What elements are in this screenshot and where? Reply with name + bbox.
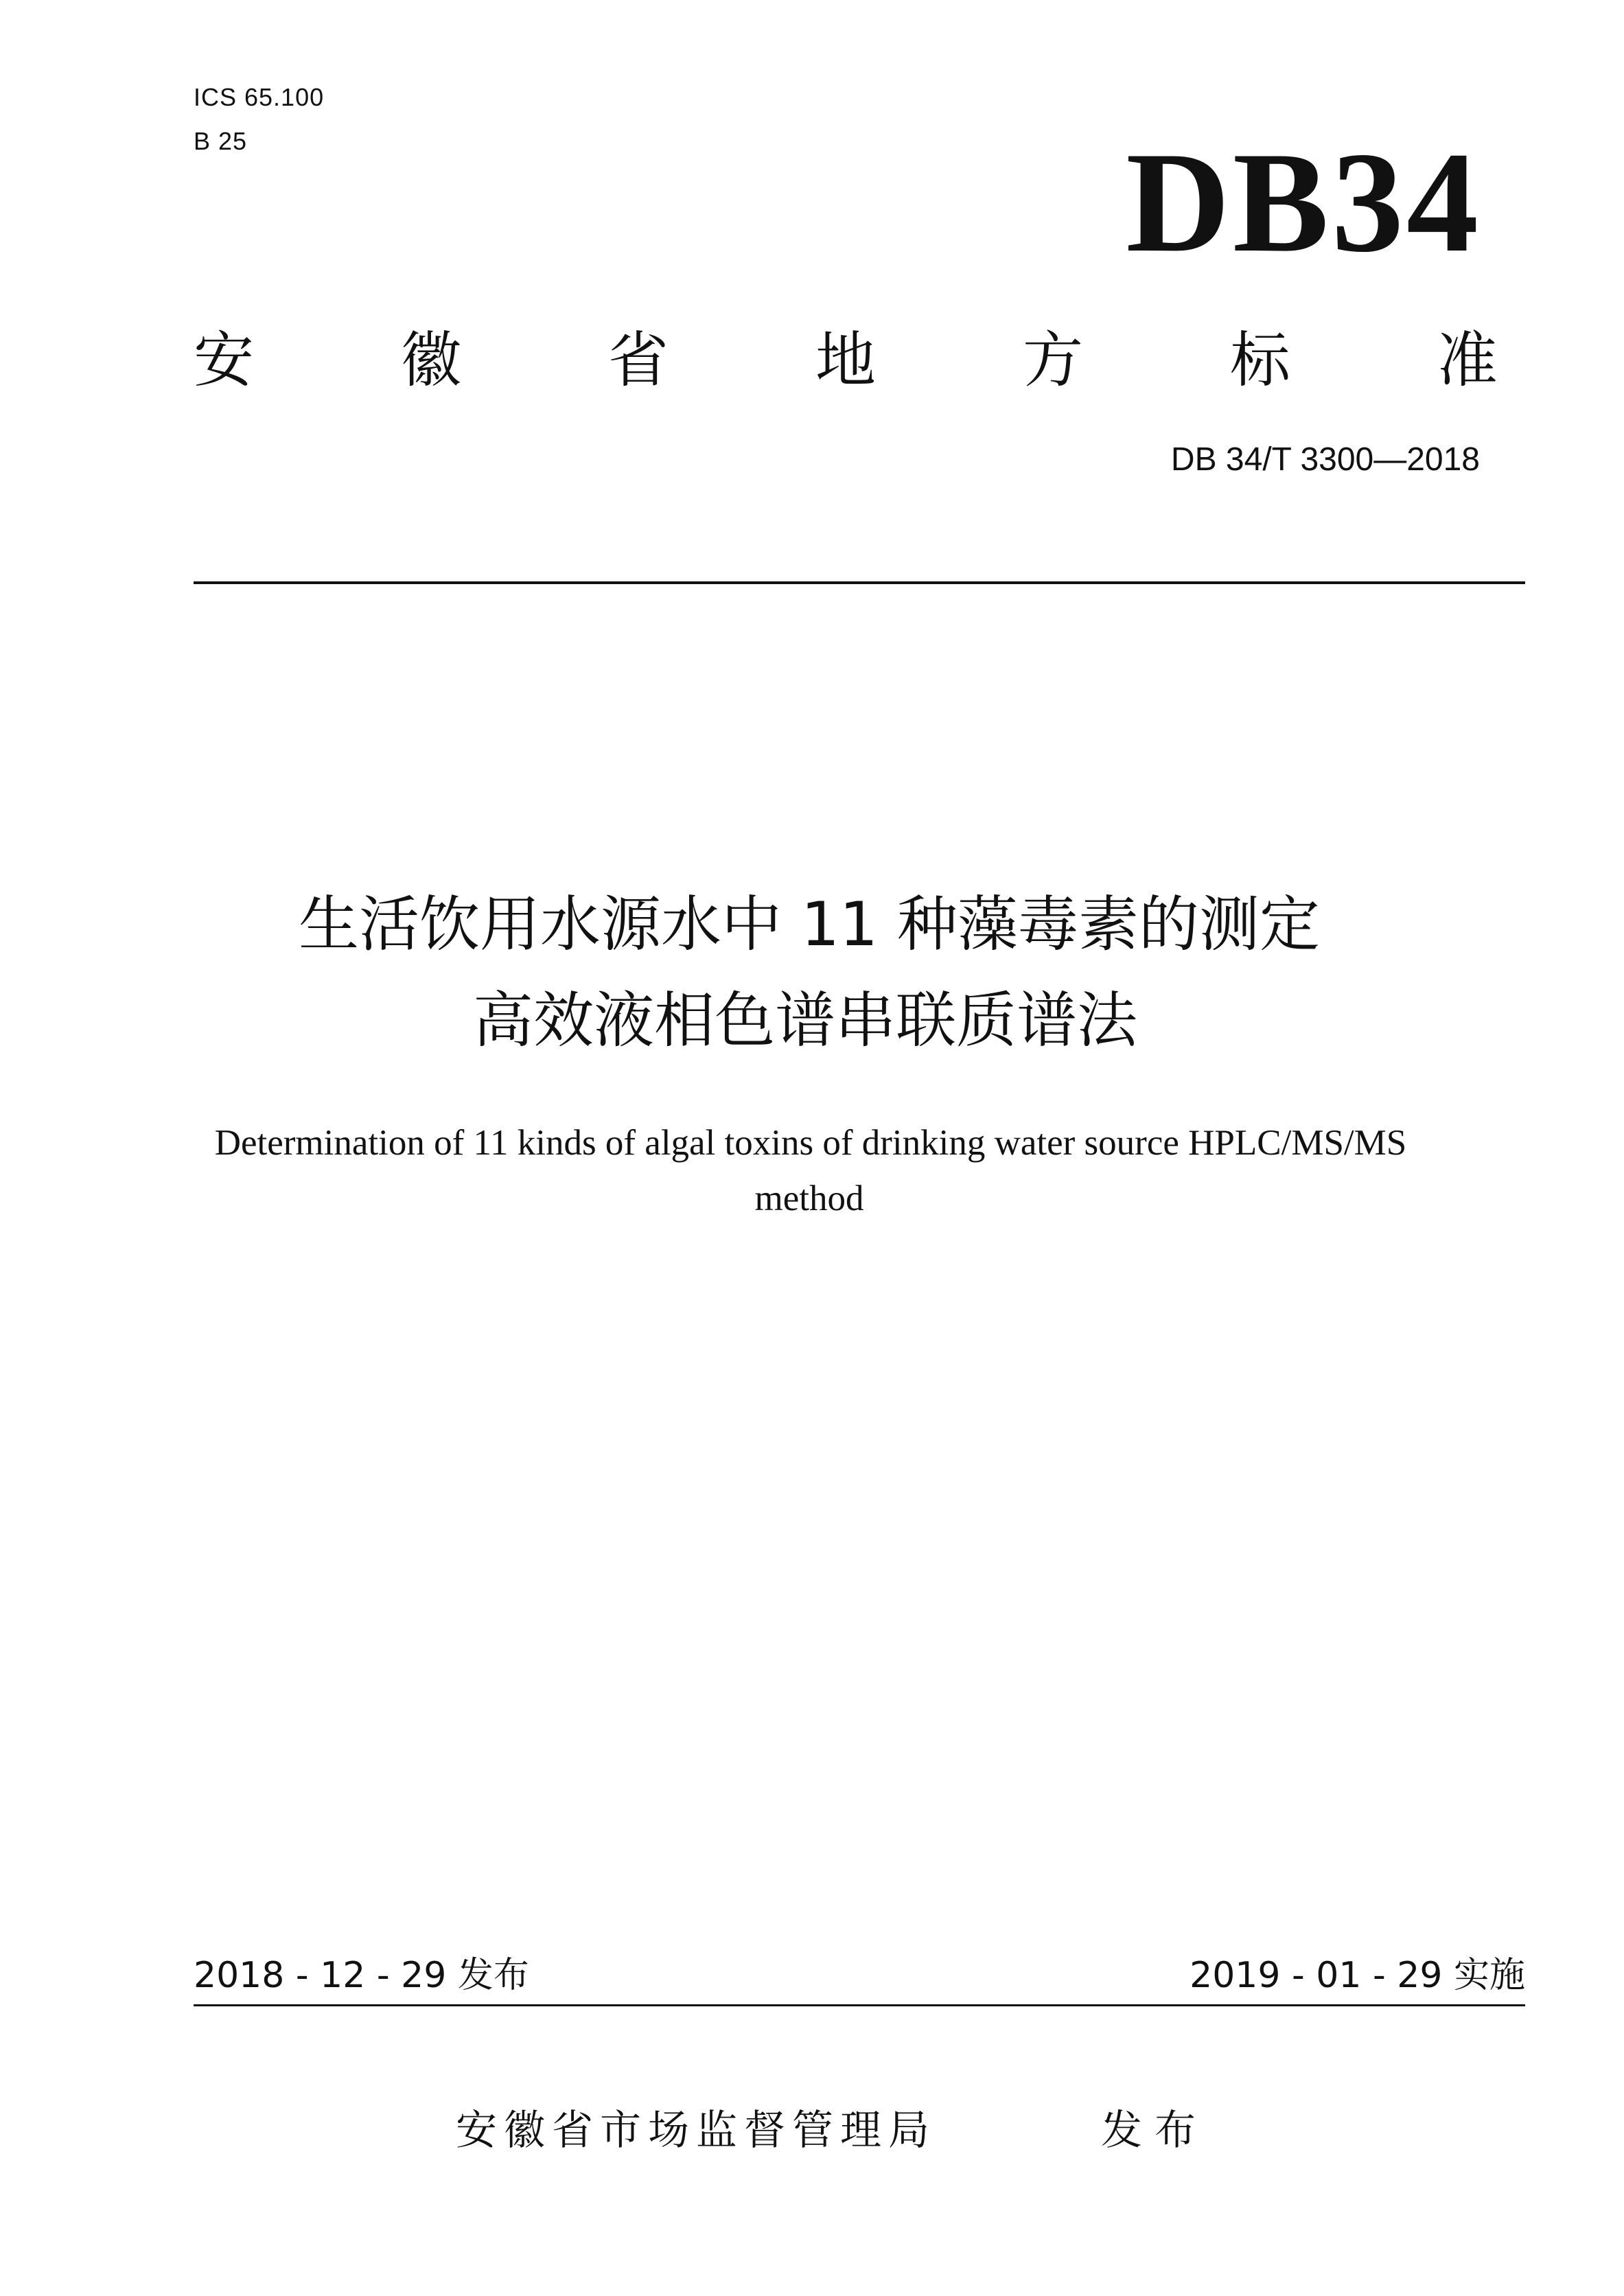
ccs-code: B 25: [194, 127, 248, 155]
publisher-name: 安徽省市场监督管理局: [456, 2107, 936, 2155]
header-divider: [194, 581, 1525, 584]
standard-type-char: 省: [607, 325, 669, 395]
ics-code: ICS 65.100: [194, 83, 325, 111]
footer-divider: [194, 2004, 1525, 2006]
title-english-line-1: Determination of 11 kinds of algal toxins of drinking water source HPLC/MS/MS: [214, 1123, 1407, 1163]
standard-type-char: 标: [1229, 325, 1290, 395]
issue-date: 2018 - 12 - 29 发布: [194, 1955, 529, 1996]
publish-label: 发布: [1101, 2107, 1208, 2155]
standard-type-heading: [194, 323, 1498, 398]
standard-type-char: 方: [1022, 325, 1083, 395]
implementation-date: 2019 - 01 - 29 实施: [1190, 1955, 1525, 1996]
standard-type-char: 安: [194, 325, 255, 395]
title-english-line-2: method: [754, 1179, 864, 1218]
title-chinese-line-1: 生活饮用水源水中 11 种藻毒素的测定: [299, 889, 1320, 960]
standard-number: DB 34/T 3300—2018: [1170, 441, 1480, 478]
title-chinese-line-2: 高效液相色谱串联质谱法: [472, 985, 1137, 1056]
standard-type-char: 地: [815, 325, 876, 395]
standard-type-char: 徽: [400, 325, 461, 395]
standard-type-char: 准: [1437, 325, 1498, 395]
db-mark: DB34: [1126, 123, 1481, 282]
